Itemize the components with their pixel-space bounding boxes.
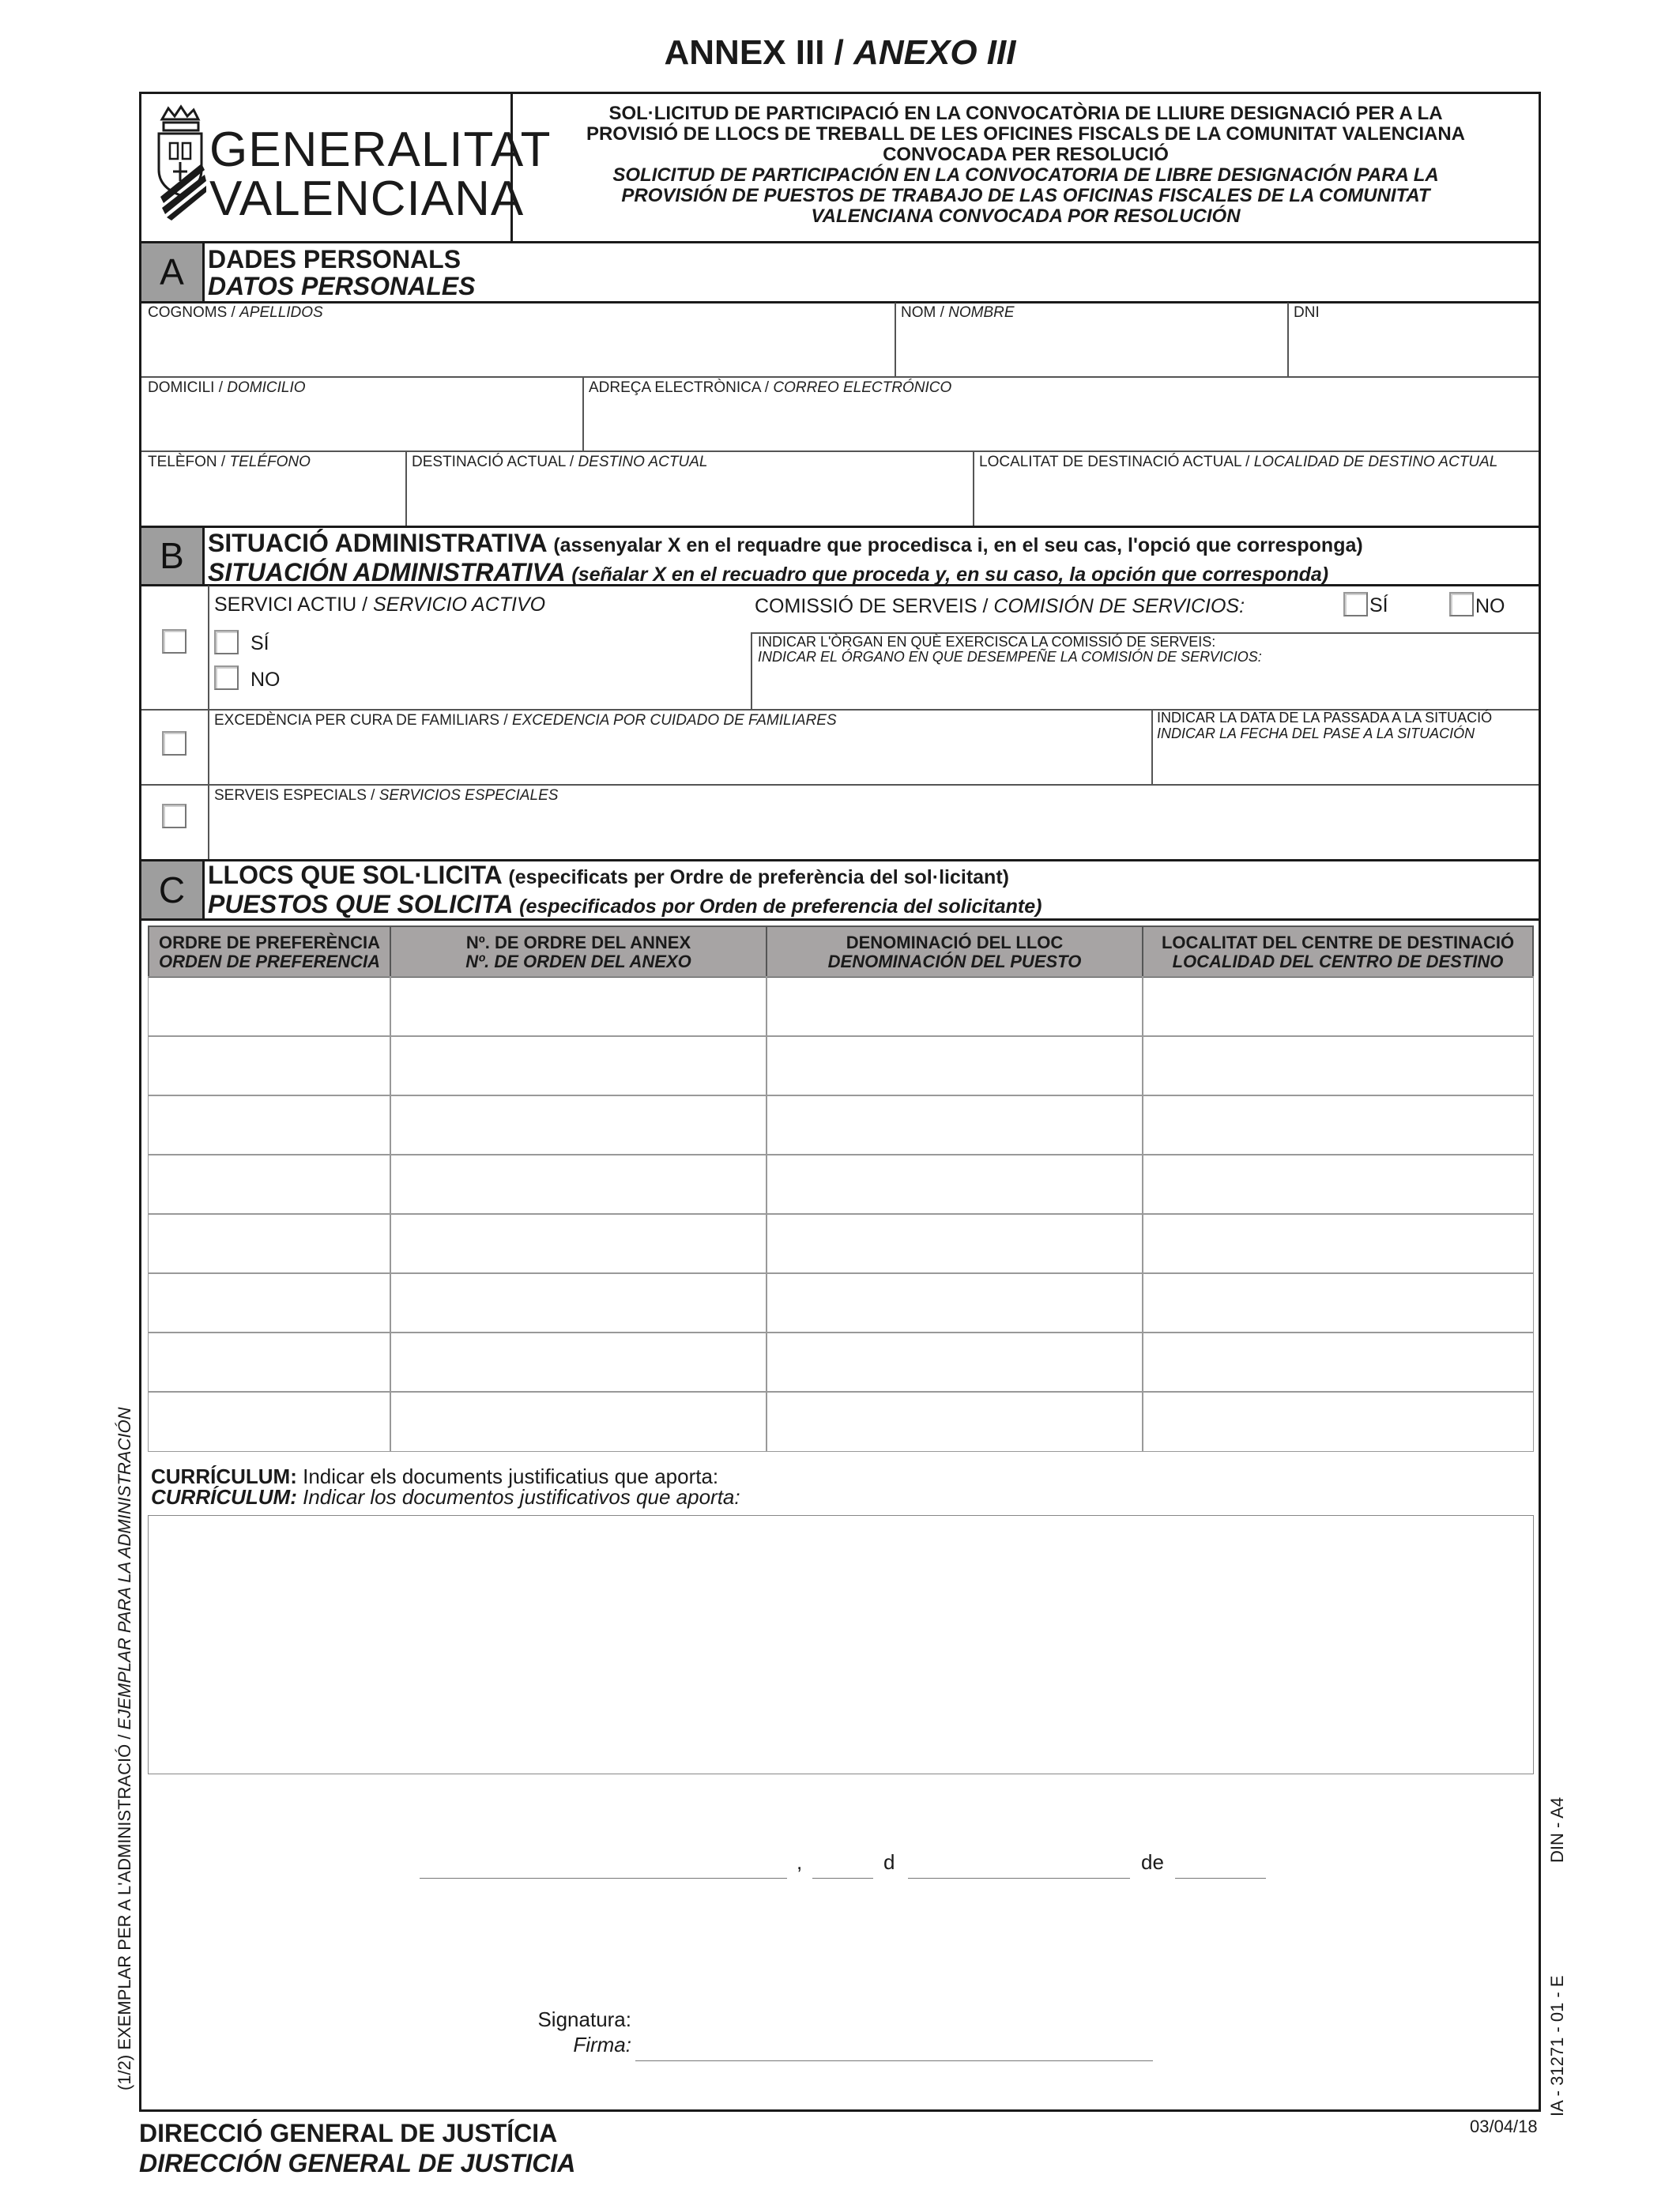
- footer-date: 03/04/18: [1470, 2117, 1538, 2136]
- footer-department-es: DIRECCIÓN GENERAL DE JUSTICIA: [139, 2149, 576, 2177]
- application-form: [139, 92, 1541, 2112]
- logo: [153, 102, 552, 228]
- section-c-title: [208, 861, 1042, 920]
- section-a-letter: A: [141, 243, 205, 301]
- section-c-note-es: (especificados por Orden de preferencia del solicitante): [519, 895, 1042, 918]
- table-cell[interactable]: [148, 976, 391, 1037]
- table-cell[interactable]: [390, 1035, 767, 1096]
- footer-department-ca: DIRECCIÓ GENERAL DE JUSTÍCIA: [139, 2119, 558, 2147]
- servei-actiu-checkbox[interactable]: [162, 629, 186, 654]
- month-input[interactable]: [908, 1878, 1130, 1879]
- logo-line2: VALENCIANA: [209, 172, 525, 226]
- table-cell[interactable]: [1142, 1213, 1534, 1274]
- section-c-title-ca: LLOCS QUE SOL·LICITA: [208, 861, 502, 889]
- table-cell[interactable]: [148, 1095, 391, 1155]
- section-b-title-es: SITUACIÓN ADMINISTRATIVA: [208, 558, 565, 586]
- table-cell[interactable]: [766, 1154, 1143, 1215]
- footer-department: [139, 2118, 575, 2178]
- col-header-position-name: DENOMINACIÓ DEL LLOC DENOMINACIÓN DEL PUESTO: [766, 925, 1143, 978]
- table-cell[interactable]: [148, 1035, 391, 1096]
- year-input[interactable]: [1175, 1878, 1266, 1879]
- date-comma: ,: [797, 1850, 803, 1874]
- form-header: [513, 104, 1539, 227]
- curriculum-textarea[interactable]: [148, 1515, 1534, 1774]
- comissio-si-checkbox[interactable]: [1343, 592, 1368, 616]
- day-input[interactable]: [812, 1878, 873, 1879]
- header-line1: SOL·LICITUD DE PARTICIPACIÓ EN LA CONVOCATÒRIA DE LLIURE DESIGNACIÓ PER A LA: [608, 103, 1443, 124]
- servei-actiu-label: SERVICI ACTIU / SERVICIO ACTIVO: [214, 594, 546, 616]
- serveis-especials-field[interactable]: SERVEIS ESPECIALS / SERVICIOS ESPECIALES: [214, 787, 559, 804]
- din-a4-label: DIN - A4: [1547, 1796, 1567, 1863]
- comissio-label: COMISSIÓ DE SERVEIS / COMISIÓN DE SERVICIOS:: [755, 595, 1245, 617]
- servei-actiu-si-checkbox[interactable]: [214, 630, 239, 654]
- table-cell[interactable]: [1142, 1035, 1534, 1096]
- logo-line1: GENERALITAT: [209, 123, 552, 177]
- title-ca: ANNEX III /: [664, 33, 844, 72]
- table-cell[interactable]: [390, 1213, 767, 1274]
- domicili-field[interactable]: DOMICILI / DOMICILIO: [148, 379, 306, 396]
- serveis-especials-checkbox[interactable]: [162, 804, 186, 828]
- table-cell[interactable]: [766, 1095, 1143, 1155]
- section-b-note-es: (señalar X en el recuadro que proceda y, en su caso, la opción que corresponda): [571, 564, 1329, 586]
- table-cell[interactable]: [766, 1391, 1143, 1452]
- nom-field[interactable]: NOM / NOMBRE: [901, 304, 1015, 321]
- table-cell[interactable]: [766, 1213, 1143, 1274]
- dni-field[interactable]: DNI: [1294, 304, 1320, 321]
- table-cell[interactable]: [766, 1332, 1143, 1393]
- cognoms-field[interactable]: COGNOMS / APELLIDOS: [148, 304, 323, 321]
- table-cell[interactable]: [1142, 1272, 1534, 1333]
- section-b-note-ca: (assenyalar X en el requadre que procedisca i, en el seu cas, l'opció que corresponga): [553, 534, 1363, 556]
- comissio-no-checkbox[interactable]: [1449, 592, 1474, 616]
- comissio-no-label: NO: [1475, 595, 1505, 617]
- table-cell[interactable]: [1142, 1332, 1534, 1393]
- destinacio-field[interactable]: DESTINACIÓ ACTUAL / DESTINO ACTUAL: [412, 454, 708, 470]
- excedencia-field[interactable]: EXCEDÈNCIA PER CURA DE FAMILIARS / EXCEDENCIA POR CUIDADO DE FAMILIARES: [214, 712, 837, 729]
- col-header-order: ORDRE DE PREFERÈNCIA ORDEN DE PREFERENCIA: [148, 925, 391, 978]
- data-pase-field[interactable]: INDICAR LA DATA DE LA PASSADA A LA SITUACIÓ INDICAR LA FECHA DEL PASE A LA SITUACIÓN: [1157, 710, 1493, 741]
- table-cell[interactable]: [766, 976, 1143, 1037]
- side-copy-label: (1/2) EXEMPLAR PER A L'ADMINISTRACIÓ / EJEMPLAR PARA LA ADMINISTRACIÓN: [115, 1407, 134, 2090]
- signature-line[interactable]: [635, 2060, 1153, 2061]
- servei-actiu-si-label: SÍ: [250, 632, 269, 654]
- date-de: de: [1141, 1850, 1164, 1874]
- table-cell[interactable]: [766, 1272, 1143, 1333]
- form-code-label: IA - 31271 - 01 - E: [1547, 1975, 1567, 2117]
- table-cell[interactable]: [148, 1332, 391, 1393]
- table-cell[interactable]: [148, 1391, 391, 1452]
- table-cell[interactable]: [1142, 1095, 1534, 1155]
- title-es: ANEXO III: [853, 33, 1016, 72]
- header-line4: SOLICITUD DE PARTICIPACIÓN EN LA CONVOCATORIA DE LIBRE DESIGNACIÓN PARA LA: [612, 164, 1439, 186]
- table-cell[interactable]: [148, 1213, 391, 1274]
- place-input[interactable]: [420, 1878, 787, 1879]
- telefon-field[interactable]: TELÈFON / TELÉFONO: [148, 454, 311, 470]
- section-a-title: [208, 246, 475, 300]
- section-b-title-ca: SITUACIÓ ADMINISTRATIVA: [208, 529, 547, 557]
- table-cell[interactable]: [390, 976, 767, 1037]
- email-field[interactable]: ADREÇA ELECTRÒNICA / CORREO ELECTRÓNICO: [589, 379, 952, 396]
- table-cell[interactable]: [148, 1154, 391, 1215]
- section-c-letter: C: [141, 861, 205, 918]
- header-line2: PROVISIÓ DE LLOCS DE TREBALL DE LES OFICINES FISCALS DE LA COMUNITAT VALENCIANA: [586, 123, 1466, 145]
- excedencia-checkbox[interactable]: [162, 731, 186, 756]
- table-cell[interactable]: [390, 1391, 767, 1452]
- header-line6: VALENCIANA CONVOCADA POR RESOLUCIÓN: [811, 205, 1241, 227]
- table-cell[interactable]: [1142, 976, 1534, 1037]
- table-cell[interactable]: [766, 1035, 1143, 1096]
- section-a-title-ca: DADES PERSONALS: [208, 245, 461, 273]
- table-cell[interactable]: [1142, 1391, 1534, 1452]
- section-c-title-es: PUESTOS QUE SOLICITA: [208, 890, 513, 918]
- table-cell[interactable]: [148, 1272, 391, 1333]
- col-header-locality: LOCALITAT DEL CENTRE DE DESTINACIÓ LOCALIDAD DEL CENTRO DE DESTINO: [1142, 925, 1534, 978]
- header-line3: CONVOCADA PER RESOLUCIÓ: [883, 144, 1169, 165]
- date-d: d: [883, 1850, 895, 1874]
- table-cell[interactable]: [390, 1272, 767, 1333]
- table-cell[interactable]: [390, 1154, 767, 1215]
- signature-label: Signatura: Firma:: [537, 2007, 631, 2056]
- curriculum-label: CURRÍCULUM: Indicar els documents justificatius que aporta: CURRÍCULUM: Indicar los documentos justificativos que aporta:: [151, 1465, 740, 1509]
- localitat-field[interactable]: LOCALITAT DE DESTINACIÓ ACTUAL / LOCALIDAD DE DESTINO ACTUAL: [979, 454, 1498, 470]
- section-c-note-ca: (especificats per Ordre de preferència del sol·licitant): [508, 866, 1009, 888]
- header-line5: PROVISIÓN DE PUESTOS DE TRABAJO DE LAS OFICINAS FISCALES DE LA COMUNITAT: [621, 185, 1430, 206]
- comissio-si-label: SÍ: [1369, 594, 1388, 616]
- organ-field[interactable]: INDICAR L'ÒRGAN EN QUÈ EXERCISCA LA COMISSIÓ DE SERVEIS: INDICAR EL ÓRGANO EN QUE DESEMPEÑE LA COMISIÓN DE SERVICIOS:: [758, 634, 1262, 665]
- table-cell[interactable]: [390, 1332, 767, 1393]
- section-b-title: [208, 530, 1363, 588]
- section-b-letter: B: [141, 528, 205, 584]
- coat-of-arms-icon: [153, 102, 208, 228]
- table-cell[interactable]: [390, 1095, 767, 1155]
- table-cell[interactable]: [1142, 1154, 1534, 1215]
- servei-actiu-no-label: NO: [250, 669, 281, 691]
- page-title: [0, 33, 1680, 73]
- servei-actiu-no-checkbox[interactable]: [214, 665, 239, 690]
- section-a-title-es: DATOS PERSONALES: [208, 272, 476, 300]
- col-header-annex-number: Nº. DE ORDRE DEL ANNEX Nº. DE ORDEN DEL ANEXO: [390, 925, 767, 978]
